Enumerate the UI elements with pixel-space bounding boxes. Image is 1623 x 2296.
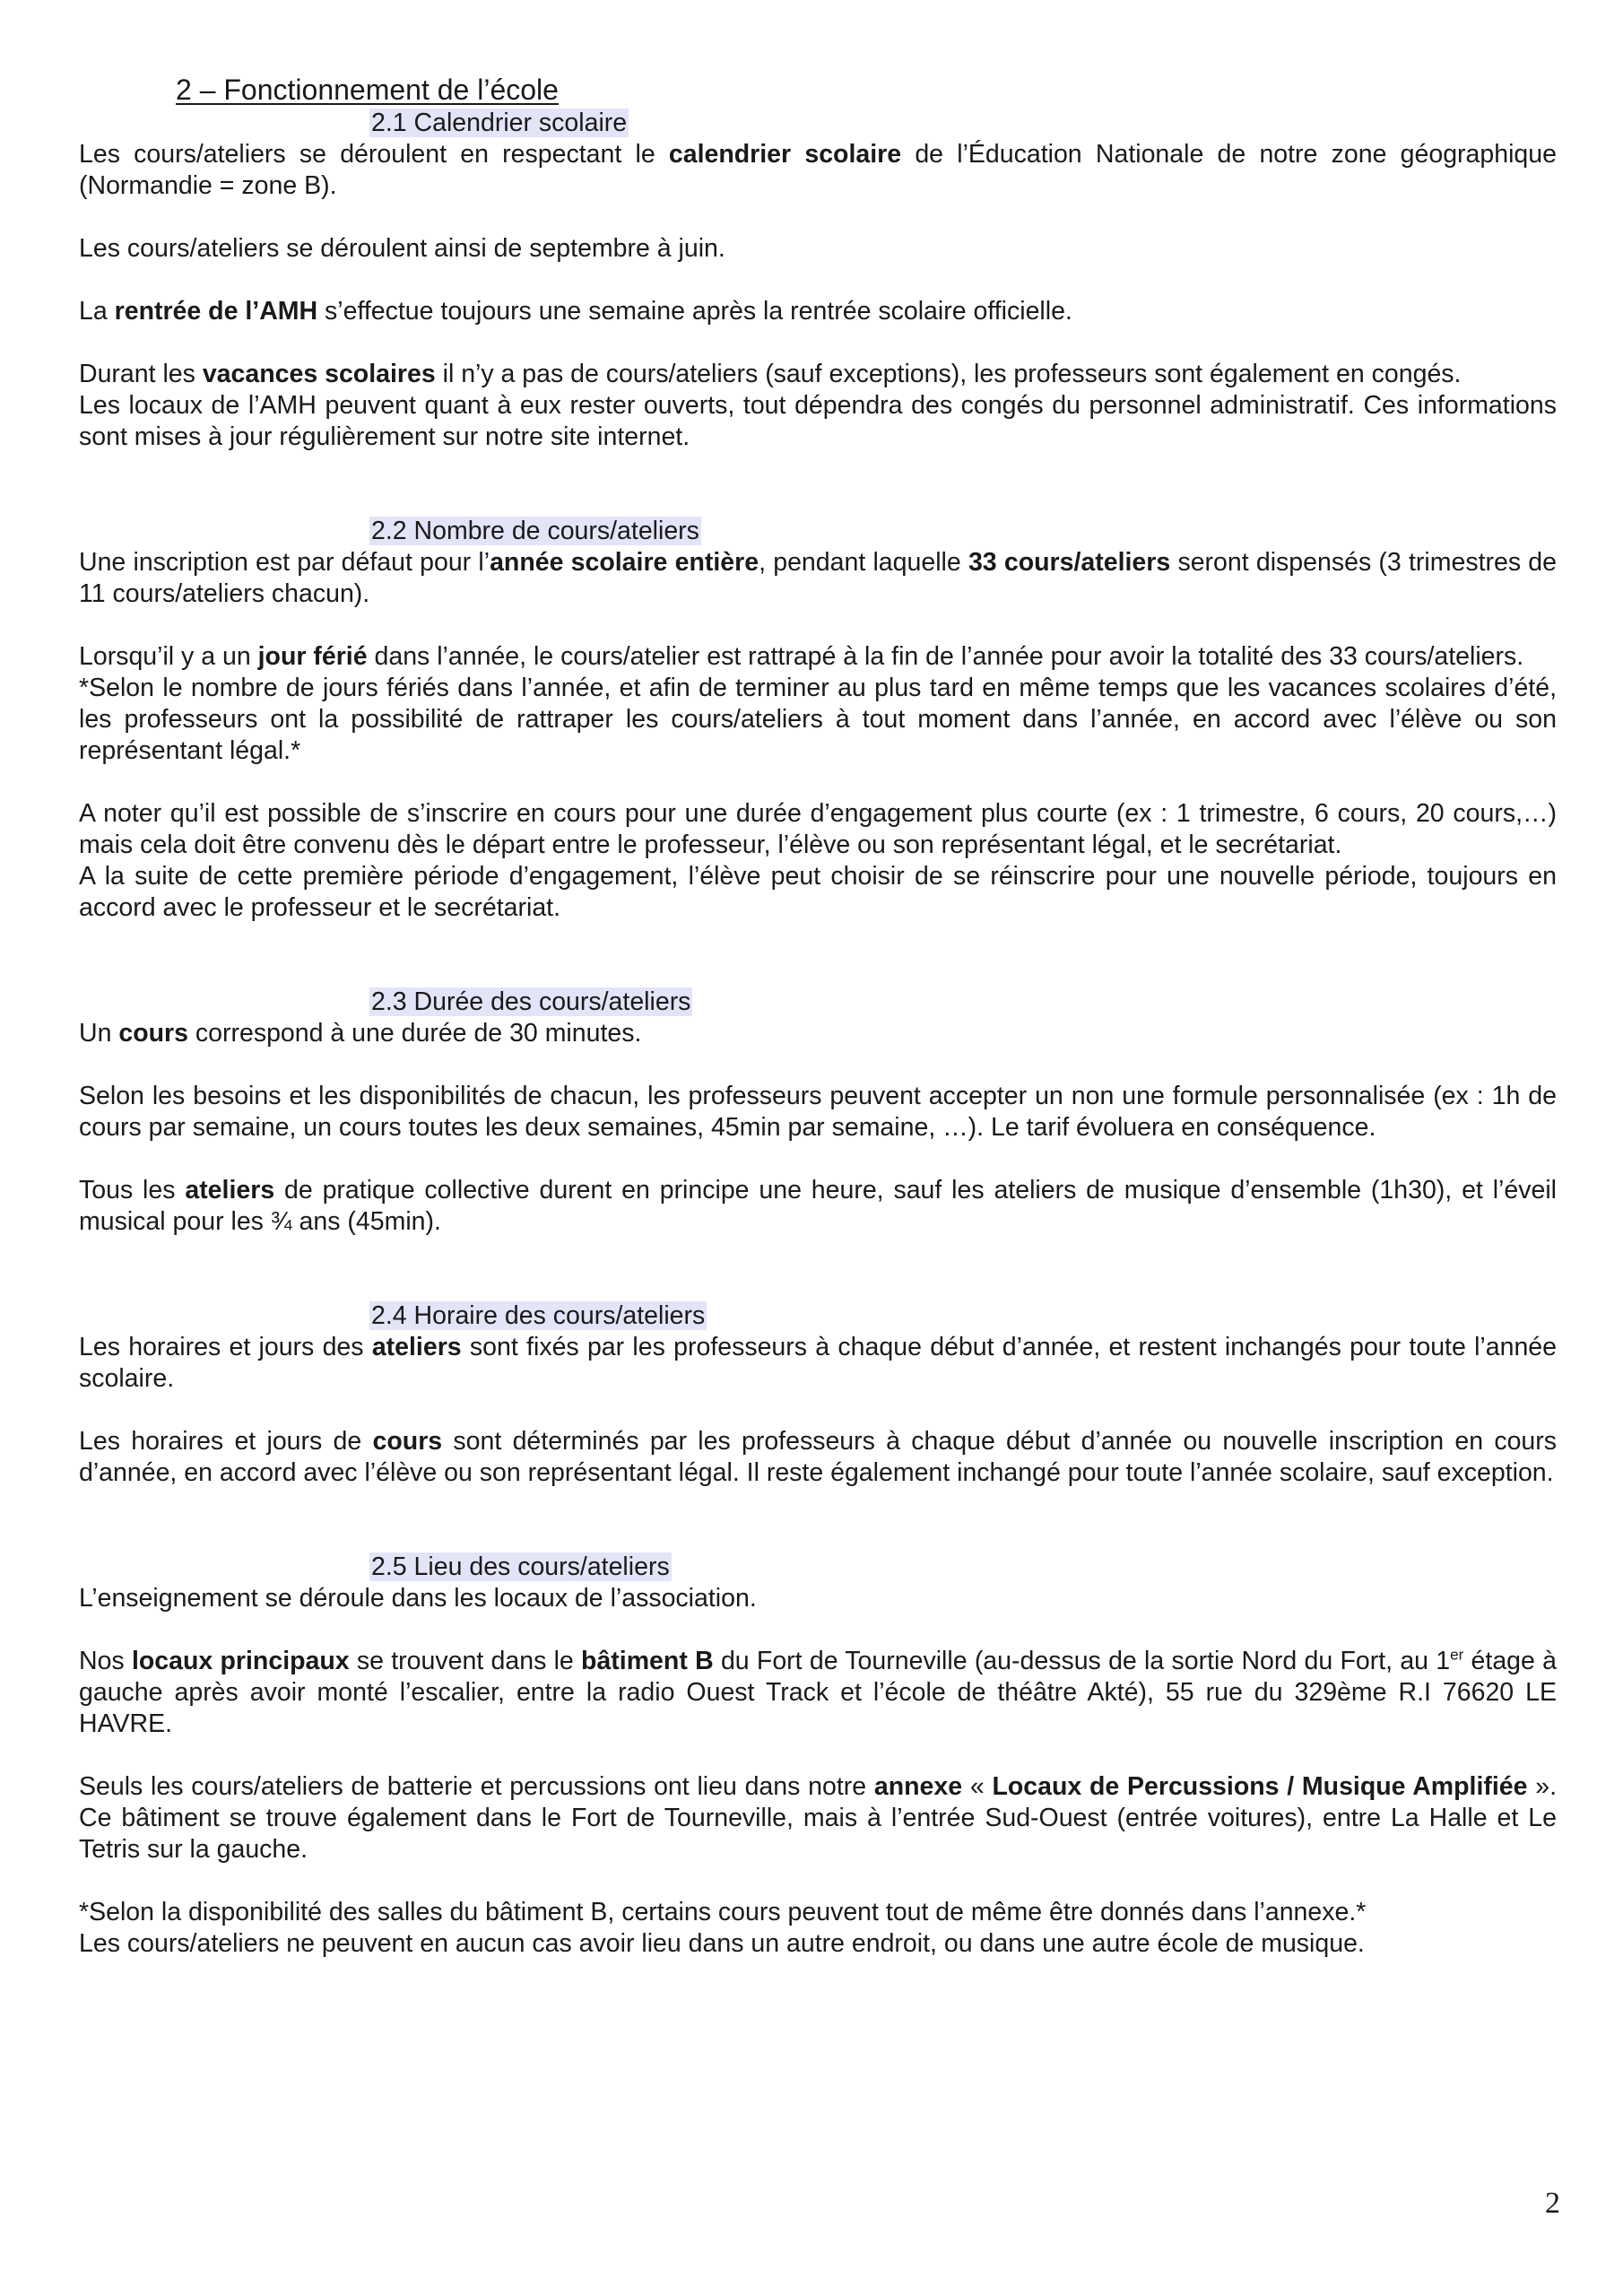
text-run: Lorsqu’il y a un xyxy=(79,642,258,671)
text-run: Les horaires et jours des xyxy=(79,1333,372,1361)
paragraph: *Selon la disponibilité des salles du bâtiment B, certains cours peuvent tout de même être donnés dans l’annexe.* xyxy=(79,1898,1367,1926)
section-heading-2-5 xyxy=(369,1552,1557,1583)
paragraph xyxy=(79,139,1557,202)
bold-text: annexe xyxy=(873,1772,963,1801)
paragraph: Les cours/ateliers ne peuvent en aucun cas avoir lieu dans un autre endroit, ou dans une autre école de musique. xyxy=(79,1929,1365,1958)
paragraph: *Selon le nombre de jours fériés dans l’année, et afin de terminer au plus tard en même temps que les vacances scolaires d’été, les professeurs ont la possibilité de rattraper les cours/ateliers à tout moment dans l’année, en accord avec l’élève ou son représentant légal.* xyxy=(79,674,1557,765)
bold-text: vacances scolaires xyxy=(202,360,436,388)
paragraph xyxy=(79,1646,1557,1740)
paragraph xyxy=(79,296,1557,327)
paragraph: Les locaux de l’AMH peuvent quant à eux rester ouverts, tout dépendra des congés du personnel administratif. Ces informations sont mises à jour régulièrement sur notre site internet. xyxy=(79,391,1557,451)
page-number: 2 xyxy=(1545,2187,1560,2220)
text-run: s’effectue toujours une semaine après la rentrée scolaire officielle. xyxy=(317,297,1072,326)
paragraph xyxy=(79,359,1557,390)
bold-text: année scolaire entière xyxy=(490,548,759,577)
text-run: il n’y a pas de cours/ateliers (sauf exceptions), les professeurs sont également en congés. xyxy=(435,360,1462,388)
paragraph: Selon les besoins et les disponibilités de chacun, les professeurs peuvent accepter un non une formule personnalisée (ex : 1h de cours par semaine, un cours toutes les deux semaines, 45min par semaine, …). Le tarif évoluera en conséquence. xyxy=(79,1082,1557,1142)
paragraph xyxy=(79,1426,1557,1489)
bold-text: bâtiment B xyxy=(581,1647,714,1675)
superscript: er xyxy=(1450,1646,1464,1664)
bold-text: cours xyxy=(118,1019,188,1048)
text-run: Durant les xyxy=(79,360,203,388)
text-run: La xyxy=(79,297,115,326)
document-body xyxy=(79,72,1557,1960)
bold-text: rentrée de l’AMH xyxy=(114,297,318,326)
text-run: Nos xyxy=(79,1647,132,1675)
paragraph: A la suite de cette première période d’engagement, l’élève peut choisir de se réinscrire pour une nouvelle période, toujours en accord avec le professeur et le secrétariat. xyxy=(79,862,1557,922)
text-run: sont déterminés par les professeurs à chaque début d’année ou nouvelle inscription en cours d’année, en accord avec l’élève ou son représentant légal. Il reste également inchangé pour toute l’année scolaire, sauf exception. xyxy=(79,1427,1558,1487)
text-run: « xyxy=(962,1772,993,1801)
text-run: Un xyxy=(79,1019,119,1048)
bold-text: ateliers xyxy=(371,1333,462,1361)
paragraph xyxy=(79,1018,1557,1049)
section-heading-text: 2.3 Durée des cours/ateliers xyxy=(371,987,691,1016)
paragraph xyxy=(79,1175,1557,1238)
bold-text: jour férié xyxy=(257,642,368,671)
text-run: étage à gauche après avoir monté l’escalier, entre la radio Ouest Track et l’école de théâtre Akté), 55 rue du 329ème R.I 76620 LE HAVRE. xyxy=(79,1647,1557,1738)
text-run: Une inscription est par défaut pour l’ xyxy=(79,548,490,577)
bold-text: locaux principaux xyxy=(131,1647,350,1675)
section-heading-2-1 xyxy=(369,108,1557,139)
text-run: Tous les xyxy=(79,1176,186,1205)
section-heading-2-3 xyxy=(369,987,1557,1018)
section-heading-text: 2.2 Nombre de cours/ateliers xyxy=(371,517,699,545)
paragraph xyxy=(79,1771,1557,1866)
text-run: de pratique collective durent en principe une heure, sauf les ateliers de musique d’ensemble (1h30), et l’éveil musical pour les ¾ ans (45min). xyxy=(79,1176,1557,1236)
paragraph xyxy=(79,641,1557,673)
bold-text: cours xyxy=(372,1427,443,1456)
section-heading-2-2 xyxy=(369,516,1557,547)
paragraph xyxy=(79,547,1557,610)
paragraph: Les cours/ateliers se déroulent ainsi de septembre à juin. xyxy=(79,234,725,263)
paragraph xyxy=(79,1332,1557,1395)
text-run: seront dispensés (3 trimestres de 11 cours/ateliers chacun). xyxy=(79,548,1557,608)
paragraph: L’enseignement se déroule dans les locaux de l’association. xyxy=(79,1584,757,1613)
bold-text: 33 cours/ateliers xyxy=(968,548,1171,577)
section-heading-text: 2.4 Horaire des cours/ateliers xyxy=(371,1301,706,1330)
bold-text: calendrier scolaire xyxy=(668,140,902,169)
text-run: correspond à une durée de 30 minutes. xyxy=(187,1019,642,1048)
bold-text: ateliers xyxy=(185,1176,275,1205)
text-run: Les horaires et jours de xyxy=(79,1427,373,1456)
section-heading-text: 2.1 Calendrier scolaire xyxy=(371,109,628,137)
text-run: ». Ce bâtiment se trouve également dans le Fort de Tourneville, mais à l’entrée Sud-Ouest (entrée voitures), entre La Halle et Le Tetris sur la gauche. xyxy=(79,1772,1558,1864)
section-heading-text: 2.5 Lieu des cours/ateliers xyxy=(371,1552,670,1581)
bold-text: Locaux de Percussions / Musique Amplifiée xyxy=(992,1772,1528,1801)
text-run: Seuls les cours/ateliers de batterie et percussions ont lieu dans notre xyxy=(79,1772,874,1801)
section-heading-2-4 xyxy=(369,1300,1557,1332)
text-run: du Fort de Tourneville (au-dessus de la sortie Nord du Fort, au 1 xyxy=(713,1647,1451,1675)
paragraph: A noter qu’il est possible de s’inscrire en cours pour une durée d’engagement plus courte (ex : 1 trimestre, 6 cours, 20 cours,…) mais cela doit être convenu dès le départ entre le professeur, l’élève ou son représentant légal, et le secrétariat. xyxy=(79,799,1557,859)
text-run: sont fixés par les professeurs à chaque début d’année, et restent inchangés pour toute l’année scolaire. xyxy=(79,1333,1558,1393)
text-run: de l’Éducation Nationale de notre zone géographique (Normandie = zone B). xyxy=(79,140,1557,200)
text-run: se trouvent dans le xyxy=(349,1647,582,1675)
text-run: , pendant laquelle xyxy=(759,548,968,577)
chapter-title: 2 – Fonctionnement de l’école xyxy=(176,74,559,106)
text-run: Les cours/ateliers se déroulent en respectant le xyxy=(79,140,669,169)
text-run: dans l’année, le cours/atelier est rattrapé à la fin de l’année pour avoir la totalité des 33 cours/ateliers. xyxy=(367,642,1524,671)
